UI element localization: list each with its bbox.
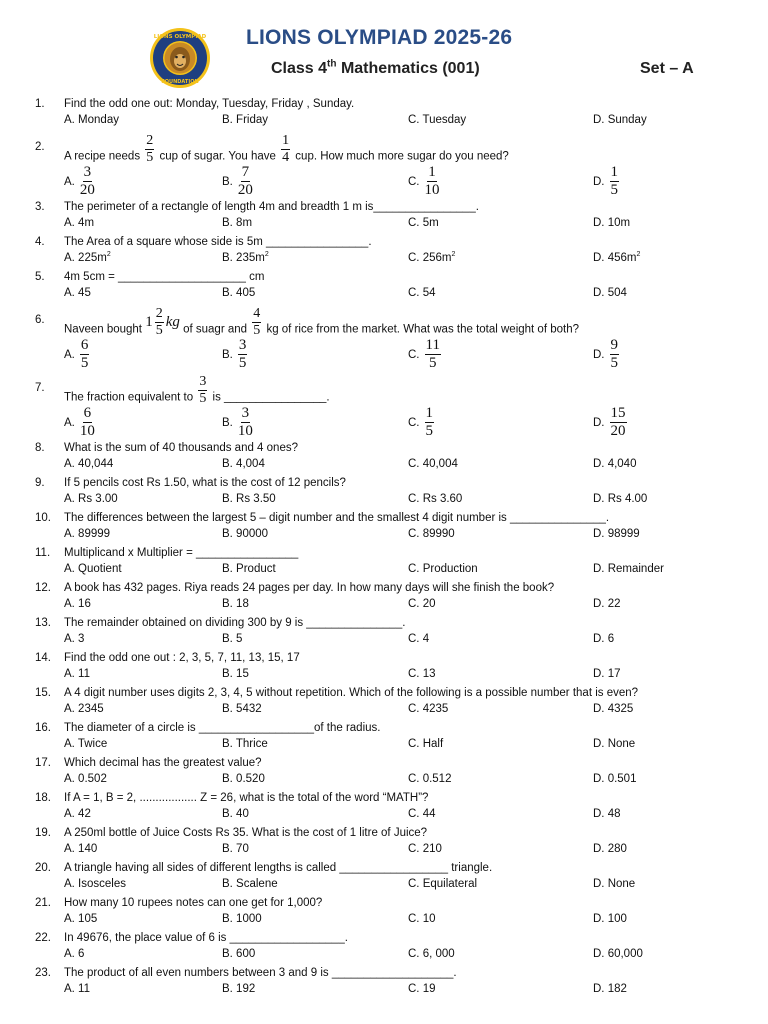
option-c: C. 20 xyxy=(408,598,436,610)
denominator: 5 xyxy=(199,391,207,406)
fraction xyxy=(238,406,253,439)
option-a: A. 140 xyxy=(64,843,98,855)
option-a xyxy=(64,165,97,198)
option-d: D. Rs 4.00 xyxy=(593,493,648,505)
option-b: B. 8m xyxy=(222,217,253,229)
class-suffix: Mathematics (001) xyxy=(336,60,480,77)
denominator: 10 xyxy=(237,423,253,439)
question-text: In 49676, the place value of 6 is __________________. xyxy=(64,932,348,944)
option-letter: C. xyxy=(408,175,420,188)
option-letter: D. xyxy=(593,175,605,188)
option-a: A. 2345 xyxy=(64,703,104,715)
options xyxy=(0,632,768,650)
question-text: The perimeter of a rectangle of length 4m and breadth 1 m is________________. xyxy=(64,201,479,213)
numerator: 4 xyxy=(253,306,261,321)
option-letter: A. xyxy=(64,348,75,361)
numerator: 2 xyxy=(155,306,163,321)
options xyxy=(0,562,768,580)
text-part: Naveen bought xyxy=(64,323,143,336)
option-a xyxy=(64,252,111,264)
option-d xyxy=(593,338,621,371)
denominator: 5 xyxy=(80,355,89,371)
question-text: Multiplicand x Multiplier = ________________ xyxy=(64,547,299,559)
option-letter: C. xyxy=(408,348,420,361)
option-b: B. 5432 xyxy=(222,703,262,715)
option-a: A. Monday xyxy=(64,114,119,126)
option-c: C. 4235 xyxy=(408,703,449,715)
numerator: 6 xyxy=(83,405,92,421)
option-a: A. 45 xyxy=(64,287,91,299)
question-text: Find the odd one out : 2, 3, 5, 7, 11, 13, 15, 17 xyxy=(64,652,300,664)
question-2 xyxy=(0,131,768,199)
question-number: 15. xyxy=(35,687,51,699)
question-number: 7. xyxy=(35,382,45,394)
fraction xyxy=(610,406,627,439)
option-d xyxy=(593,252,640,264)
option-d: D. 504 xyxy=(593,287,627,299)
options xyxy=(0,772,768,790)
option-b: B. 5 xyxy=(222,633,243,645)
question-text: The Area of a square whose side is 5m ________________. xyxy=(64,236,372,248)
denominator: 5 xyxy=(425,423,433,439)
options xyxy=(0,216,768,234)
question-number: 23. xyxy=(35,967,51,979)
option-a xyxy=(64,406,97,439)
question-18 xyxy=(0,790,768,825)
option-b: B. 18 xyxy=(222,598,249,610)
numerator: 3 xyxy=(83,164,92,180)
exponent: 2 xyxy=(451,251,456,259)
option-a: A. 4m xyxy=(64,217,95,229)
numerator: 11 xyxy=(425,337,440,353)
option-a: A. 6 xyxy=(64,948,85,960)
option-d: D. 4325 xyxy=(593,703,634,715)
question-text: What is the sum of 40 thousands and 4 ones? xyxy=(64,442,298,454)
option-text: A. 225m xyxy=(64,252,107,264)
denominator: 20 xyxy=(237,182,253,198)
option-letter: C. xyxy=(408,416,420,429)
question-text: A 250ml bottle of Juice Costs Rs 35. What is the cost of 1 litre of Juice? xyxy=(64,827,428,839)
option-a: A. Rs 3.00 xyxy=(64,493,118,505)
numerator: 1 xyxy=(610,164,618,180)
option-d: D. 4,040 xyxy=(593,458,637,470)
options xyxy=(0,251,768,269)
option-d: D. 98999 xyxy=(593,528,640,540)
option-c: C. 89990 xyxy=(408,528,455,540)
option-c: C. 19 xyxy=(408,983,436,995)
option-c: C. 210 xyxy=(408,843,442,855)
svg-text:LIONS OLYMPIAD: LIONS OLYMPIAD xyxy=(153,34,207,40)
option-c: C. 6, 000 xyxy=(408,948,455,960)
question-text: The diameter of a circle is __________________of the radius. xyxy=(64,722,381,734)
question-19 xyxy=(0,825,768,860)
question-17 xyxy=(0,755,768,790)
option-text: C. 256m xyxy=(408,252,452,264)
option-c: C. 10 xyxy=(408,913,436,925)
question-text: How many 10 rupees notes can one get for 1,000? xyxy=(64,897,323,909)
option-d: D. None xyxy=(593,738,636,750)
exponent: 2 xyxy=(106,251,111,259)
question-20 xyxy=(0,860,768,895)
option-a: A. 42 xyxy=(64,808,91,820)
whole-number: 1 xyxy=(145,313,153,330)
option-b: B. Rs 3.50 xyxy=(222,493,276,505)
numerator: 6 xyxy=(80,337,89,353)
options xyxy=(0,807,768,825)
question-15 xyxy=(0,685,768,720)
text-part: of suagr and xyxy=(183,323,248,336)
option-c: C. Half xyxy=(408,738,444,750)
fraction xyxy=(425,338,441,371)
options xyxy=(0,161,768,199)
option-c: C. Rs 3.60 xyxy=(408,493,463,505)
option-a: A. Twice xyxy=(64,738,108,750)
question-number: 6. xyxy=(35,314,45,326)
option-b: B. 90000 xyxy=(222,528,269,540)
question-number: 8. xyxy=(35,442,45,454)
question-text: A triangle having all sides of different lengths is called _________________ triangle. xyxy=(64,862,493,874)
option-b: B. 405 xyxy=(222,287,256,299)
question-5 xyxy=(0,269,768,304)
options xyxy=(0,982,768,1000)
text-part: cup. How much more sugar do you need? xyxy=(295,150,509,163)
option-b xyxy=(222,165,255,198)
option-c xyxy=(408,165,442,198)
options xyxy=(0,702,768,720)
text-part: The fraction equivalent to xyxy=(64,391,194,404)
fraction xyxy=(238,165,253,198)
option-letter: D. xyxy=(593,348,605,361)
denominator: 5 xyxy=(146,150,154,165)
denominator: 5 xyxy=(428,355,437,371)
options xyxy=(0,334,768,372)
option-b: B. 1000 xyxy=(222,913,262,925)
question-12 xyxy=(0,580,768,615)
question-number: 14. xyxy=(35,652,51,664)
options xyxy=(0,912,768,930)
class-prefix: Class 4 xyxy=(271,60,328,77)
question-number: 11. xyxy=(35,547,51,559)
fraction xyxy=(610,338,620,371)
question-8 xyxy=(0,440,768,475)
question-13 xyxy=(0,615,768,650)
question-number: 4. xyxy=(35,236,45,248)
question-number: 17. xyxy=(35,757,51,769)
question-6 xyxy=(0,304,768,372)
option-letter: D. xyxy=(593,416,605,429)
option-d: D. Sunday xyxy=(593,114,647,126)
denominator: 5 xyxy=(610,355,618,371)
option-a: A. 16 xyxy=(64,598,91,610)
question-text: Which decimal has the greatest value? xyxy=(64,757,262,769)
option-d: D. 48 xyxy=(593,808,621,820)
question-number: 22. xyxy=(35,932,51,944)
exam-title: LIONS OLYMPIAD 2025-26 xyxy=(246,26,513,49)
fraction xyxy=(425,165,440,198)
question-14 xyxy=(0,650,768,685)
numerator: 9 xyxy=(610,337,618,353)
denominator: 5 xyxy=(238,355,247,371)
option-b: B. 15 xyxy=(222,668,249,680)
fraction xyxy=(80,338,90,371)
question-text: 4m 5cm = ____________________ cm xyxy=(64,271,265,283)
numerator: 2 xyxy=(146,133,154,148)
question-number: 1. xyxy=(35,98,45,110)
question-9 xyxy=(0,475,768,510)
option-letter: B. xyxy=(222,416,233,429)
exam-subtitle xyxy=(271,60,480,78)
denominator: 4 xyxy=(282,150,290,165)
question-number: 12. xyxy=(35,582,51,594)
option-b: B. 40 xyxy=(222,808,249,820)
options xyxy=(0,842,768,860)
option-letter: B. xyxy=(222,175,233,188)
option-c xyxy=(408,406,436,439)
option-d: D. 22 xyxy=(593,598,621,610)
question-number: 2. xyxy=(35,141,45,153)
numerator: 1 xyxy=(428,164,436,180)
numerator: 3 xyxy=(199,374,207,389)
numerator: 15 xyxy=(610,405,626,421)
question-number: 21. xyxy=(35,897,51,909)
option-c: C. 5m xyxy=(408,217,439,229)
question-3 xyxy=(0,199,768,234)
option-c: C. Equilateral xyxy=(408,878,478,890)
question-16 xyxy=(0,720,768,755)
options xyxy=(0,113,768,131)
options xyxy=(0,667,768,685)
numerator: 7 xyxy=(241,164,250,180)
fraction xyxy=(610,165,620,198)
option-c: C. 13 xyxy=(408,668,436,680)
option-a: A. Quotient xyxy=(64,563,122,575)
option-a: A. Isosceles xyxy=(64,878,126,890)
option-a xyxy=(64,338,91,371)
numerator: 3 xyxy=(238,337,247,353)
denominator: 20 xyxy=(610,423,626,439)
denominator: 5 xyxy=(253,323,261,338)
numerator: 1 xyxy=(282,133,290,148)
question-number: 3. xyxy=(35,201,45,213)
fraction xyxy=(80,165,95,198)
option-b: B. Scalene xyxy=(222,878,278,890)
question-text: Find the odd one out: Monday, Tuesday, Friday , Sunday. xyxy=(64,98,355,110)
question-number: 18. xyxy=(35,792,51,804)
option-a: A. 40,044 xyxy=(64,458,114,470)
text-part: kg of rice from the market. What was the total weight of both? xyxy=(266,323,579,336)
fraction xyxy=(238,338,248,371)
options xyxy=(0,737,768,755)
exponent: 2 xyxy=(636,251,641,259)
question-number: 19. xyxy=(35,827,51,839)
option-c: C. 54 xyxy=(408,287,436,299)
option-d: D. 60,000 xyxy=(593,948,643,960)
option-b: B. 0.520 xyxy=(222,773,265,785)
options xyxy=(0,492,768,510)
option-d: D. None xyxy=(593,878,636,890)
option-letter: A. xyxy=(64,416,75,429)
question-10 xyxy=(0,510,768,545)
question-number: 10. xyxy=(35,512,51,524)
option-b: B. Thrice xyxy=(222,738,268,750)
fraction xyxy=(425,406,435,439)
option-c: C. Tuesday xyxy=(408,114,467,126)
option-d xyxy=(593,165,621,198)
unit-kg: kg xyxy=(165,313,180,330)
question-4 xyxy=(0,234,768,269)
text-part: is ________________. xyxy=(212,391,330,404)
numerator: 1 xyxy=(425,405,433,421)
option-d xyxy=(593,406,629,439)
option-c: C. 0.512 xyxy=(408,773,452,785)
set-label: Set – A xyxy=(640,60,694,77)
option-b xyxy=(222,252,269,264)
denominator: 20 xyxy=(79,182,95,198)
header xyxy=(0,0,768,96)
class-superscript: th xyxy=(327,58,337,70)
question-number: 16. xyxy=(35,722,51,734)
options xyxy=(0,527,768,545)
option-a: A. 89999 xyxy=(64,528,111,540)
numerator: 3 xyxy=(241,405,250,421)
denominator: 5 xyxy=(155,323,163,338)
option-b: B. 4,004 xyxy=(222,458,265,470)
option-b: B. 70 xyxy=(222,843,249,855)
options xyxy=(0,286,768,304)
option-b: B. Product xyxy=(222,563,276,575)
options xyxy=(0,457,768,475)
question-text: The product of all even numbers between 3 and 9 is ___________________. xyxy=(64,967,457,979)
question-text: If 5 pencils cost Rs 1.50, what is the cost of 12 pencils? xyxy=(64,477,346,489)
option-c: C. 44 xyxy=(408,808,436,820)
exponent: 2 xyxy=(264,251,269,259)
question-text: If A = 1, B = 2, .................. Z = 26, what is the total of the word “MATH”? xyxy=(64,792,429,804)
options xyxy=(0,877,768,895)
option-b xyxy=(222,406,255,439)
question-number: 9. xyxy=(35,477,45,489)
option-d: D. Remainder xyxy=(593,563,664,575)
option-d: D. 182 xyxy=(593,983,627,995)
option-b: B. 600 xyxy=(222,948,256,960)
denominator: 5 xyxy=(610,182,618,198)
option-c: C. 40,004 xyxy=(408,458,458,470)
question-7 xyxy=(0,372,768,440)
question-list xyxy=(0,96,768,1000)
option-b: B. 192 xyxy=(222,983,256,995)
option-a: A. 11 xyxy=(64,983,90,995)
option-text: B. 235m xyxy=(222,252,265,264)
options xyxy=(0,402,768,440)
question-23 xyxy=(0,965,768,1000)
option-text: D. 456m xyxy=(593,252,637,264)
question-number: 13. xyxy=(35,617,51,629)
question-text: A 4 digit number uses digits 2, 3, 4, 5 without repetition. Which of the following is a possible number that is even? xyxy=(64,687,639,699)
option-a: A. 0.502 xyxy=(64,773,107,785)
option-c xyxy=(408,338,443,371)
option-b: B. Friday xyxy=(222,114,269,126)
question-text: The remainder obtained on dividing 300 by 9 is _______________. xyxy=(64,617,406,629)
denominator: 10 xyxy=(424,182,440,198)
question-22 xyxy=(0,930,768,965)
text-part: cup of sugar. You have xyxy=(159,150,276,163)
option-c: C. 4 xyxy=(408,633,430,645)
fraction xyxy=(80,406,95,439)
question-number: 20. xyxy=(35,862,51,874)
options xyxy=(0,597,768,615)
options xyxy=(0,947,768,965)
option-d: D. 17 xyxy=(593,668,621,680)
denominator: 10 xyxy=(79,423,95,439)
question-11 xyxy=(0,545,768,580)
svg-text:FOUNDATION: FOUNDATION xyxy=(161,79,199,85)
option-c xyxy=(408,252,455,264)
option-d: D. 6 xyxy=(593,633,615,645)
option-a: A. 3 xyxy=(64,633,85,645)
question-text: A book has 432 pages. Riya reads 24 pages per day. In how many days will she finish the book? xyxy=(64,582,555,594)
question-number: 5. xyxy=(35,271,45,283)
option-d: D. 100 xyxy=(593,913,627,925)
option-d: D. 10m xyxy=(593,217,631,229)
text-part: A recipe needs xyxy=(64,150,141,163)
question-21 xyxy=(0,895,768,930)
option-letter: A. xyxy=(64,175,75,188)
option-d: D. 0.501 xyxy=(593,773,637,785)
option-a: A. 11 xyxy=(64,668,90,680)
option-b xyxy=(222,338,249,371)
lions-olympiad-logo xyxy=(141,26,219,90)
option-c: C. Production xyxy=(408,563,478,575)
option-d: D. 280 xyxy=(593,843,627,855)
option-letter: B. xyxy=(222,348,233,361)
question-text: The differences between the largest 5 – digit number and the smallest 4 digit number is _______________. xyxy=(64,512,610,524)
option-a: A. 105 xyxy=(64,913,98,925)
question-1 xyxy=(0,96,768,131)
